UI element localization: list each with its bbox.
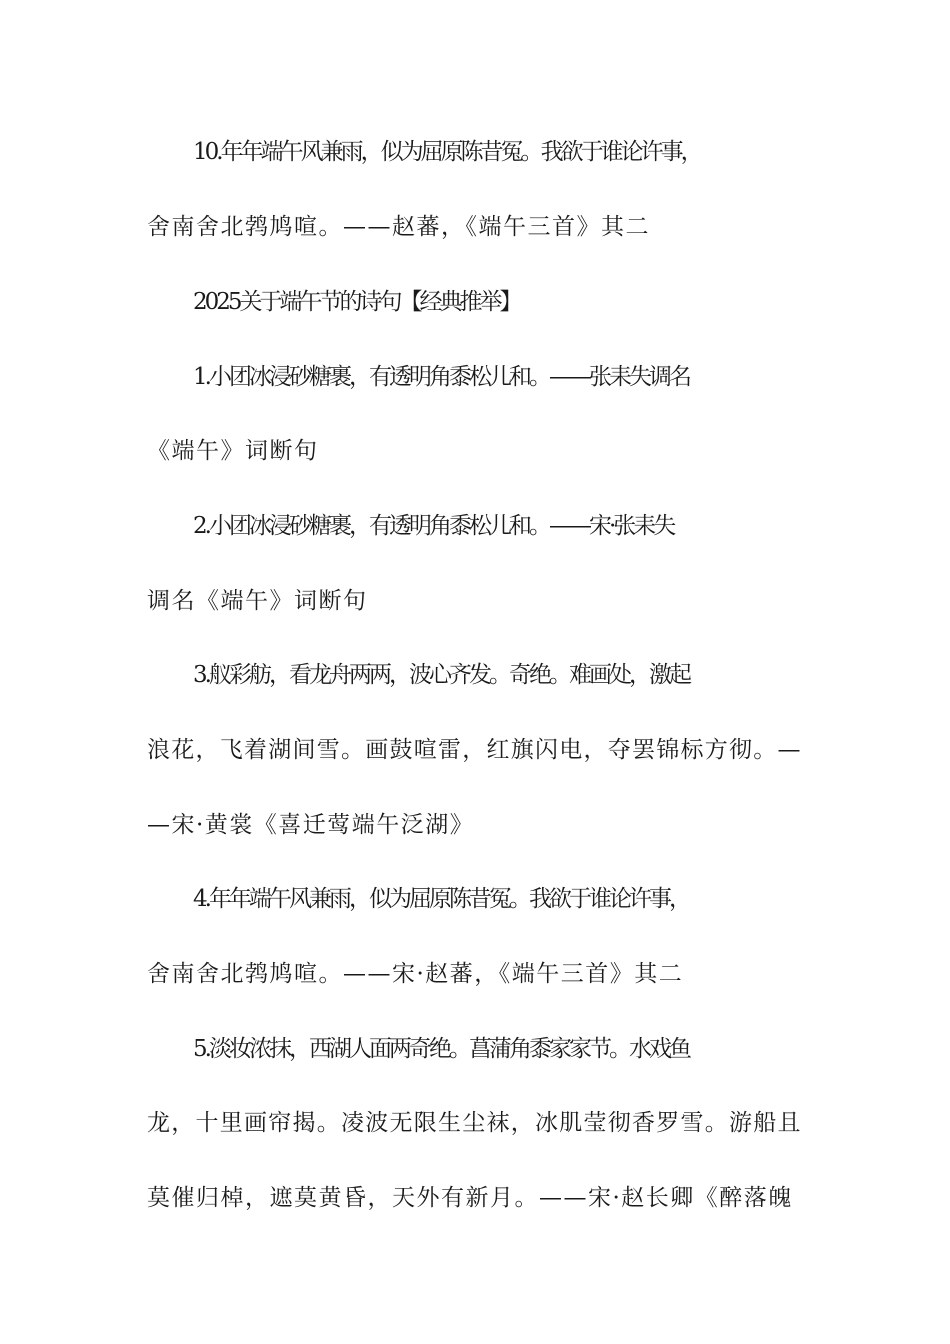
poem-line: 5.淡妆浓抹，西湖人面两奇绝。菖蒲角黍家家节。水戏鱼 (193, 1036, 689, 1062)
poem-line: 3.舣彩舫，看龙舟两两，波心齐发。奇绝。难画处，激起 (193, 662, 689, 688)
poem-line: 1.小团冰浸砂糖裹，有透明角黍松儿和。——张耒失调名 (193, 364, 689, 390)
poem-line: 4.年年端午风兼雨，似为屈原陈昔冤。我欲于谁论许事， (193, 886, 689, 912)
poem-line: 2.小团冰浸砂糖裹，有透明角黍松儿和。——宋·张耒失 (193, 513, 674, 539)
poem-line: 莫催归棹，遮莫黄昏，天外有新月。——宋·赵长卿《醉落魄 (147, 1185, 793, 1211)
poem-line: 舍南舍北鹁鸠喧。——赵蕃，《端午三首》其二 (147, 214, 650, 240)
poem-line: 《端午》词断句 (147, 438, 319, 464)
poem-line: 10.年年端午风兼雨，似为屈原陈昔冤。我欲于谁论许事， (193, 139, 701, 165)
section-heading: 2025关于端午节的诗句【经典推举】 (193, 289, 520, 315)
poem-line: —宋·黄裳《喜迁莺端午泛湖》 (147, 812, 475, 838)
poem-line: 龙，十里画帘揭。凌波无限生尘袜，冰肌莹彻香罗雪。游船且 (147, 1110, 802, 1136)
poem-line: 浪花，飞着湖间雪。画鼓喧雷，红旗闪电，夺罢锦标方彻。— (147, 737, 802, 763)
poem-line: 舍南舍北鹁鸠喧。——宋·赵蕃，《端午三首》其二 (147, 961, 684, 987)
poem-line: 调名《端午》词断句 (147, 588, 368, 614)
